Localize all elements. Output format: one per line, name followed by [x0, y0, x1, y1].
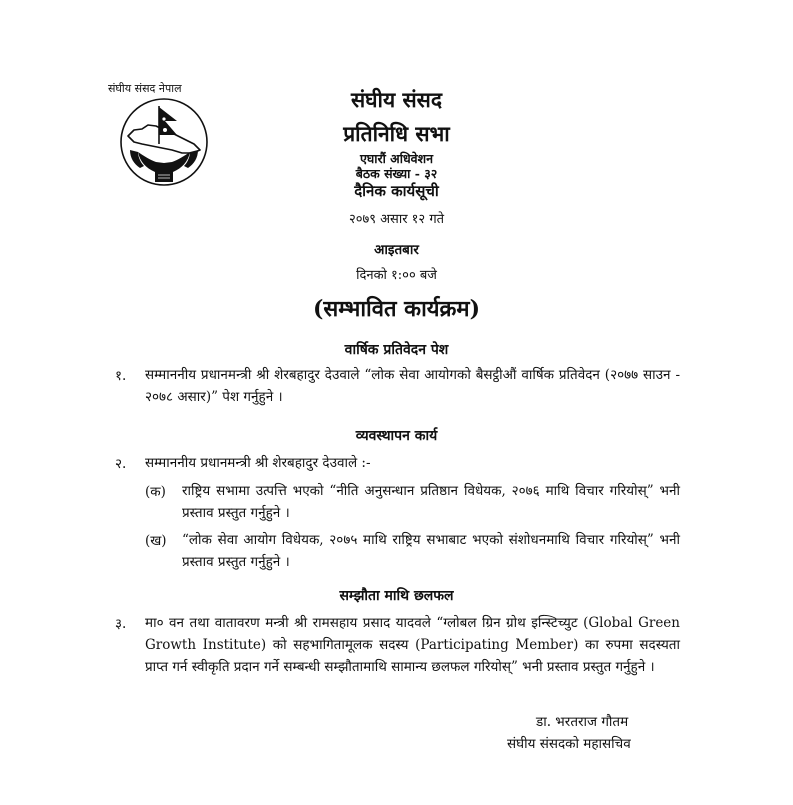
session-label: एघारौं अधिवेशन	[359, 151, 434, 166]
sub-item-text: “लोक सेवा आयोग विधेयक, २०७५ माथि राष्ट्रिय सभाबाट भएको संशोधनमाथि विचार गरियोस्” भनी प्रस्ताव प्रस्तुत गर्नुहुने ।	[182, 532, 680, 570]
agenda-date: २०७९ असार १२ गते	[348, 212, 445, 227]
item-number: १.	[115, 368, 127, 384]
sub-item-text: राष्ट्रिय सभामा उत्पत्ति भएको “नीति अनुसन्धान प्रतिष्ठान विधेयक, २०७६ माथि विचार गरियोस्” भनी प्रस्ताव प्रस्तुत गर्नुहुने ।	[182, 483, 680, 521]
emblem-caption: संघीय संसद नेपाल	[108, 82, 182, 95]
section-heading: सम्झौता माथि छलफल	[339, 588, 454, 604]
section-heading: वार्षिक प्रतिवेदन पेश	[344, 342, 449, 358]
signatory-name: डा. भरतराज गौतम	[536, 714, 629, 730]
section-heading: व्यवस्थापन कार्य	[355, 428, 438, 444]
agenda-title: दैनिक कार्यसूची	[354, 182, 439, 200]
program-title: (सम्भावित कार्यक्रम)	[313, 296, 480, 322]
item-text: मा० वन तथा वातावरण मन्त्री श्री रामसहाय प्रसाद यादवले “ग्लोबल ग्रिन ग्रोथ इन्स्टिच्युट (Global Green Growth Institute) को सहभागितामूलक सदस्य (Participating Member) का रुपमा सदस्यता प्राप्त गर्न स्वीकृति प्रदान गर्ने सम्बन्धी सम्झौतामाथि सामान्य छलफल गरियोस्” भनी प्रस्ताव प्रस्तुत गर्नुहुने ।	[145, 615, 680, 675]
sub-item-marker: (क)	[145, 484, 166, 500]
item-text: सम्माननीय प्रधानमन्त्री श्री शेरबहादुर देउवाले “लोक सेवा आयोगको बैसट्ठीऔं वार्षिक प्रतिवेदन (२०७७ साउन - २०७८ असार)” पेश गर्नुहुने ।	[145, 367, 680, 405]
signatory-title: संघीय संसदको महासचिव	[507, 736, 631, 752]
parliament-title: संघीय संसद	[350, 87, 443, 112]
agenda-day: आइतबार	[374, 242, 419, 258]
sub-item-marker: (ख)	[145, 533, 167, 549]
house-title: प्रतिनिधि सभा	[343, 121, 450, 146]
item-number: २.	[115, 456, 127, 472]
agenda-time: दिनको १:०० बजे	[356, 268, 437, 283]
item-text: सम्माननीय प्रधानमन्त्री श्री शेरबहादुर देउवाले :-	[145, 455, 371, 471]
meeting-number: बैठक संख्या - ३२	[355, 166, 438, 181]
item-number: ३.	[115, 616, 127, 632]
